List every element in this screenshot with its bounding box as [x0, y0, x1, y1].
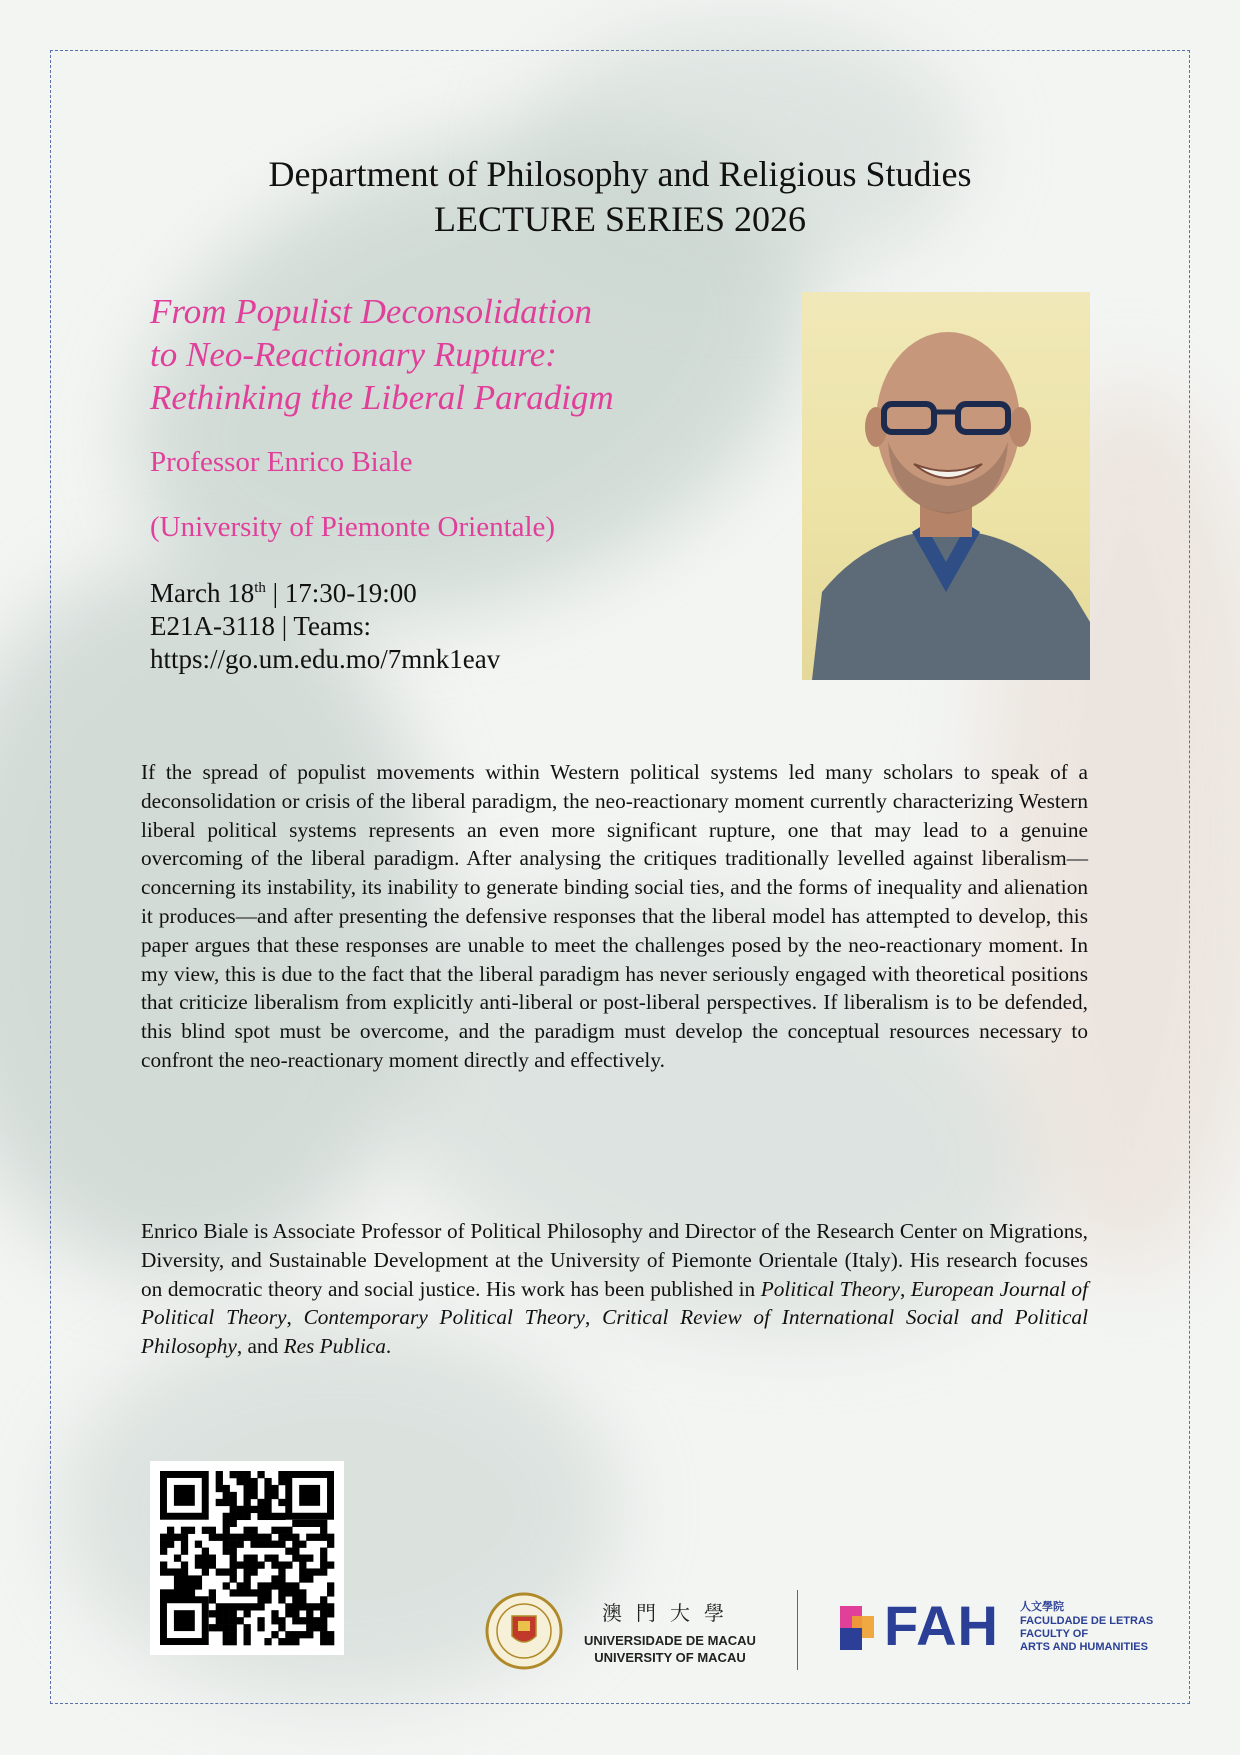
- lecture-abstract: If the spread of populist movements within Western political systems led many scholars to speak of a deconsolidation or crisis of the liberal paradigm, the neo-reactionary moment currently characterizing Western liberal political systems represents an even more significant rupture, one that may lead to a genuine overcoming of the liberal paradigm. After analysing the critiques traditionally levelled against liberalism—concerning its instability, its inability to generate binding social ties, and the forms of inequality and alienation it produces—and after presenting the defensive responses that the liberal model has attempted to develop, this paper argues that these responses are unable to meet the challenges posed by the neo-reactionary moment. In my view, this is due to the fact that the liberal paradigm has never seriously engaged with theoretical positions that criticize liberalism from explicitly anti-liberal or post-liberal perspectives. If liberalism is to be defended, this blind spot must be overcome, and the paradigm must develop the conceptual resources necessary to confront the neo-reactionary moment directly and effectively.: [141, 760, 1088, 1072]
- journal-title: Political Theory: [760, 1276, 900, 1301]
- date: March 18: [150, 578, 255, 608]
- um-name-en: UNIVERSITY OF MACAU: [594, 1650, 746, 1665]
- journal-title: Res Publica: [283, 1334, 386, 1359]
- title-line: From Populist Deconsolidation: [150, 292, 593, 331]
- event-info: [150, 572, 500, 676]
- speaker-name: Professor Enrico Biale: [150, 446, 413, 478]
- journal-title: European Journal of Political Theory: [141, 1276, 1088, 1330]
- title-line: Rethinking the Liberal Paradigm: [150, 378, 614, 417]
- journal-title: Contemporary Political Theory: [303, 1305, 586, 1330]
- fah-wordmark: FAH: [884, 1594, 999, 1657]
- series-name: LECTURE SERIES 2026: [433, 199, 806, 239]
- department-name: Department of Philosophy and Religious Studies: [268, 154, 972, 194]
- teams-link[interactable]: https://go.um.edu.mo/7mnk1eav: [150, 644, 501, 674]
- fah-faculty-name: 人文學院 FACULDADE DE LETRAS FACULTY OF ARTS AND HUMANITIES: [1020, 1600, 1154, 1653]
- lecture-title: [150, 290, 770, 419]
- um-name-zh: 澳門大學: [602, 1601, 738, 1625]
- qr-code[interactable]: [150, 1461, 344, 1655]
- speaker-photo: [802, 292, 1090, 680]
- university-of-macau-wordmark: [570, 1597, 770, 1666]
- fah-mark-icon: [840, 1606, 874, 1652]
- logo-divider: [797, 1590, 798, 1670]
- university-of-macau-seal-icon: [485, 1592, 563, 1670]
- date-time: [150, 572, 500, 610]
- journal-title: Critical Review of International Social and Political Philosophy: [141, 1305, 1088, 1359]
- speaker-affiliation: (University of Piemonte Orientale): [150, 511, 556, 543]
- date-suffix: th: [254, 580, 266, 596]
- um-name-pt: UNIVERSIDADE DE MACAU: [584, 1633, 756, 1648]
- time: | 17:30-19:00: [265, 578, 417, 608]
- speaker-bio: Enrico Biale is Associate Professor of Political Philosophy and Director of the Research Center on Migrations, Diversity, and Sustainable Development at the University of Piemonte Orientale (Italy). His research focuses on democratic theory and social justice. His work has been published in Political Theory, European Journal of Political Theory, Contemporary Political Theory, Critical Review of International Social and Political Philosophy, and Res Publica.: [141, 1219, 1088, 1359]
- title-line: to Neo-Reactionary Rupture:: [150, 335, 557, 374]
- venue: E21A-3118 | Teams:: [150, 611, 371, 641]
